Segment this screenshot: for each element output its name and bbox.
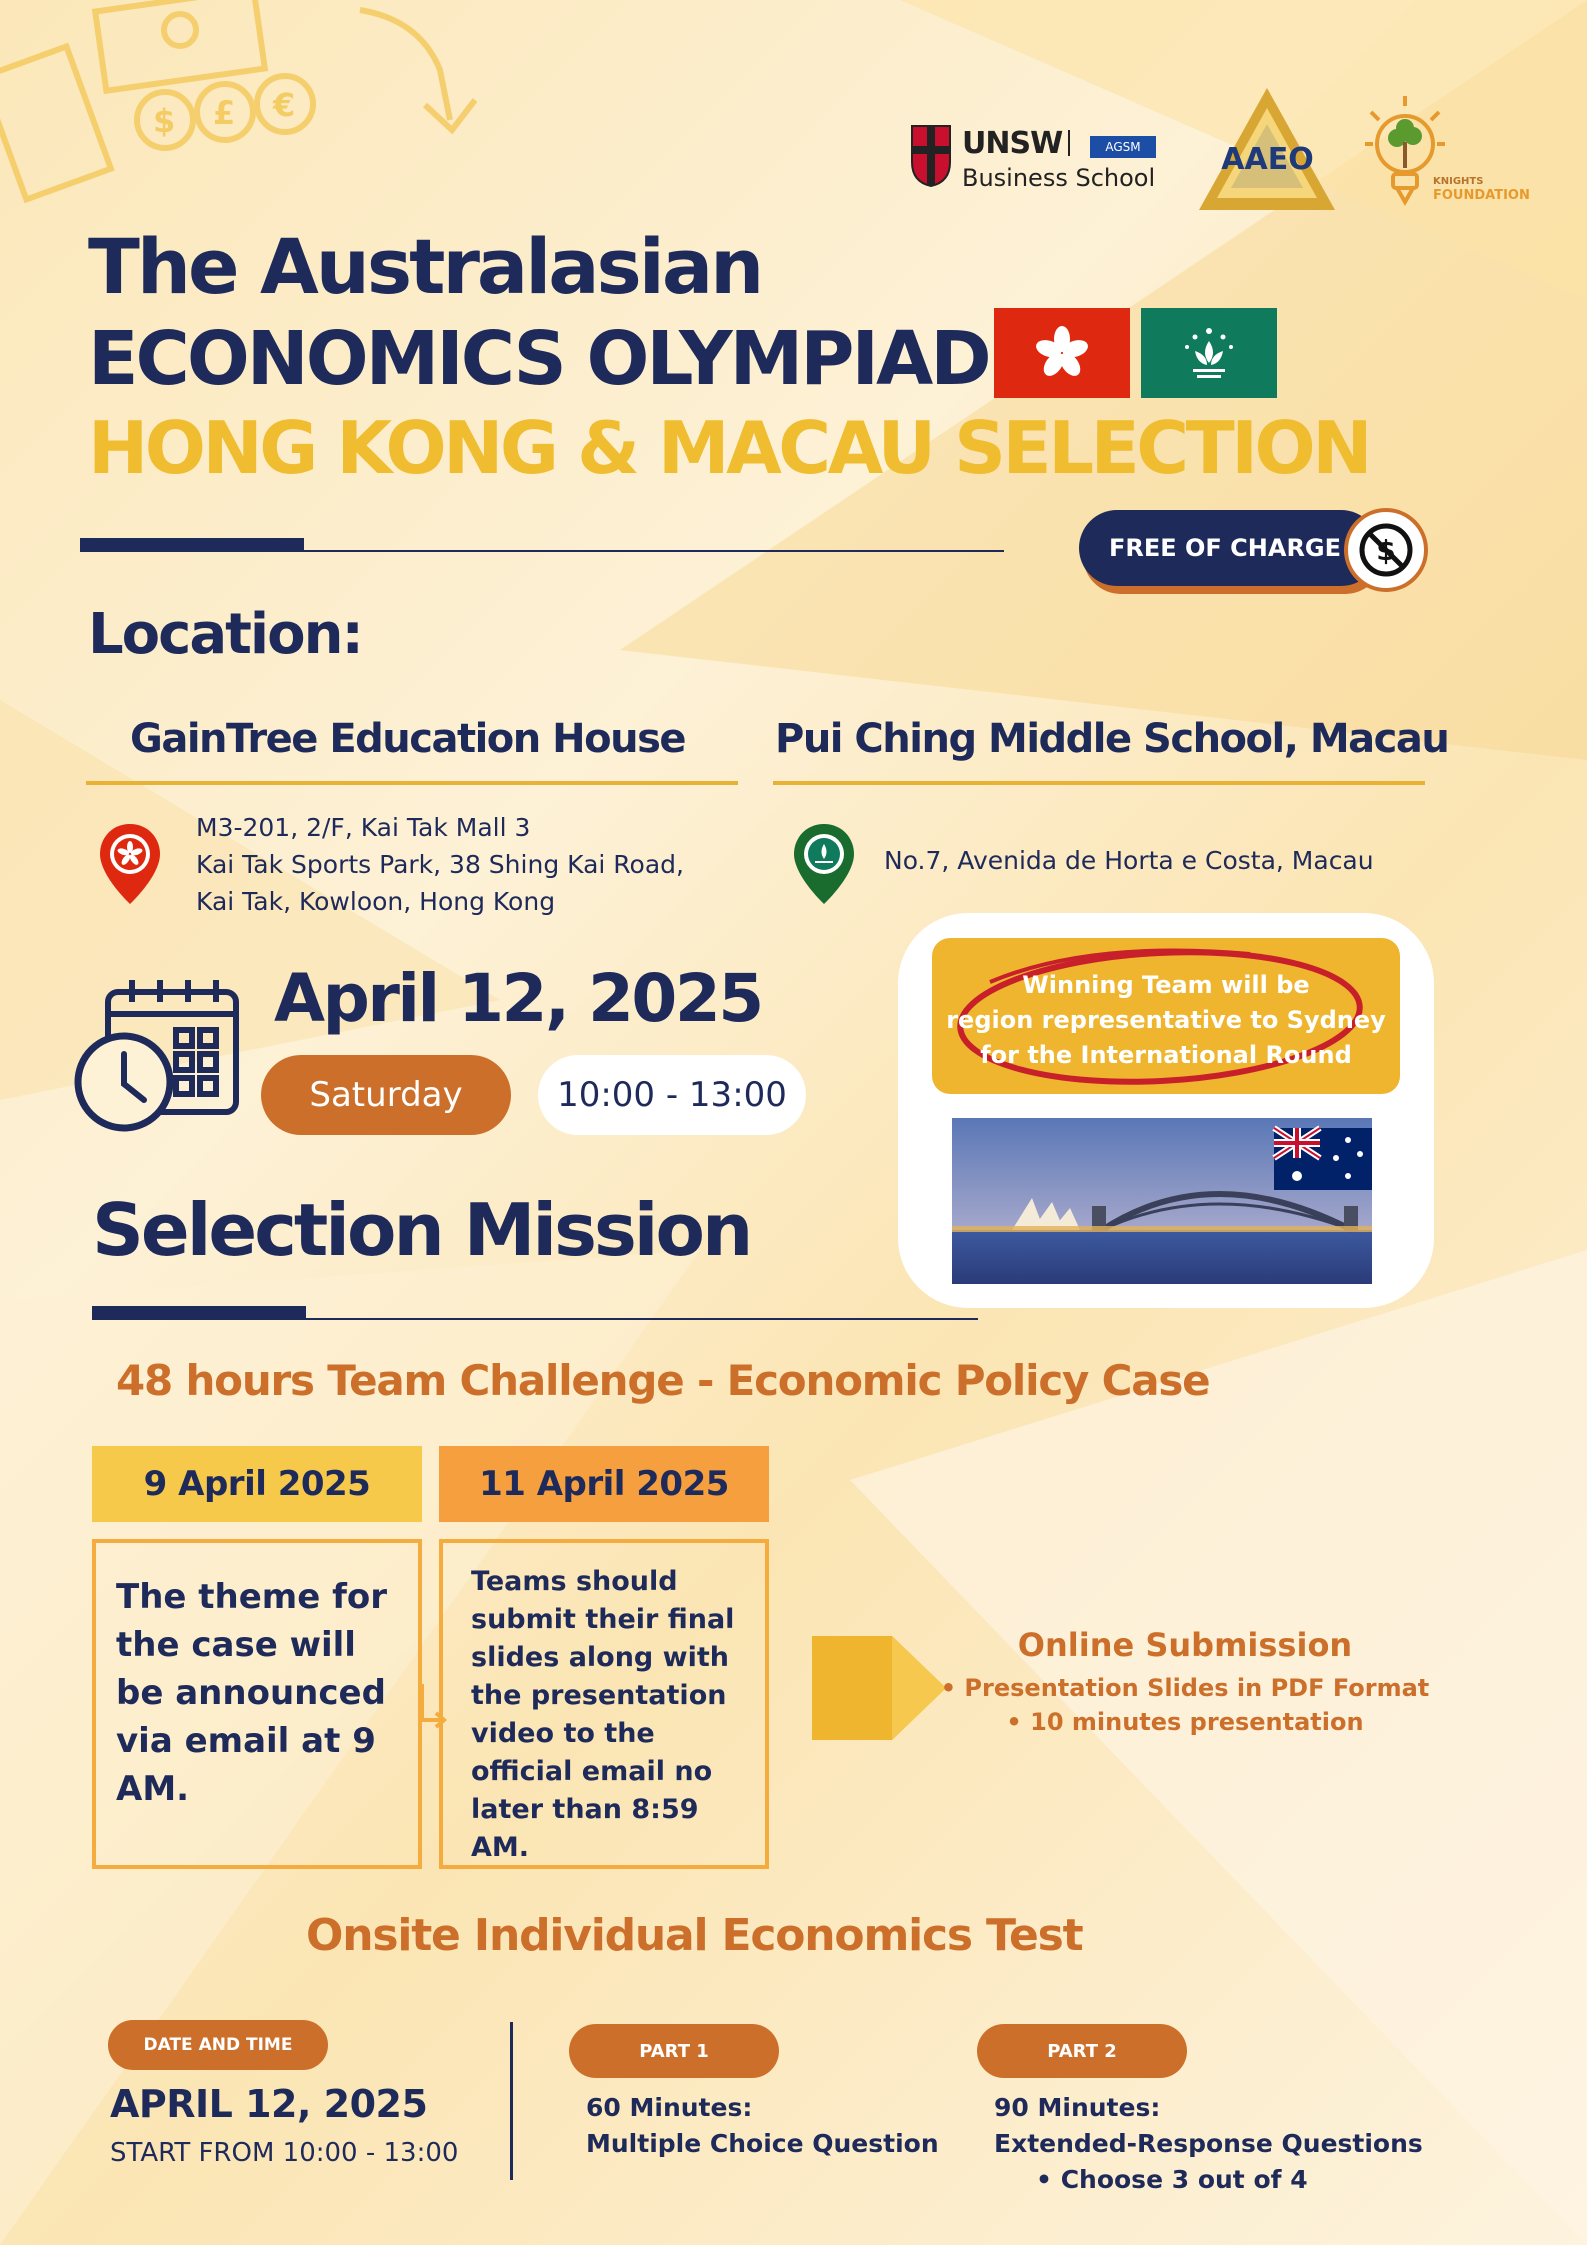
part2-line2: Extended-Response Questions [994,2129,1423,2158]
venue-hk-underline [86,781,738,785]
part2-bullet: • Choose 3 out of 4 [1036,2162,1423,2198]
unsw-subtitle: Business School [962,164,1156,192]
event-date: April 12, 2025 [274,960,762,1037]
winning-line: Winning Team will be [1022,971,1310,999]
no-dollar-icon [1344,508,1428,592]
address-line: M3-201, 2/F, Kai Tak Mall 3 [196,813,531,842]
mission-rule-thick [92,1306,306,1320]
address-line: Kai Tak, Kowloon, Hong Kong [196,887,556,916]
part2-details [994,2090,1423,2198]
online-item: • 10 minutes presentation [940,1705,1430,1739]
aaeo-logo [1195,82,1340,217]
step2-date-header [439,1446,769,1522]
address-line: Kai Tak Sports Park, 38 Shing Kai Road, [196,850,684,879]
agsm-badge: AGSM [1090,136,1156,158]
knights-line2: FOUNDATION [1433,188,1530,203]
mission-rule-thin [306,1318,978,1320]
title-rule-thin [304,550,1004,552]
part1-line2: Multiple Choice Question [586,2129,939,2158]
address-line: No.7, Avenida de Horta e Costa, Macau [884,846,1374,875]
title-line3: HONG KONG & MACAU SELECTION [88,406,1369,490]
venue-hk-address [196,809,684,920]
free-of-charge-badge [1079,510,1431,594]
part2-line1: 90 Minutes: [994,2093,1161,2122]
part1-label: PART 1 [639,2040,709,2062]
part1-label-pill [569,2024,779,2078]
winning-text [932,968,1400,1073]
free-badge-pill [1079,510,1379,586]
mission-heading: Selection Mission [92,1188,751,1272]
macau-flag [1141,308,1277,398]
step2-text: Teams should submit their final slides along with the presentation video to the official email no later than 8:59 AM. [471,1566,735,1863]
test-divider [510,2022,513,2180]
part2-label: PART 2 [1047,2040,1117,2062]
online-submission-title: Online Submission [1017,1626,1353,1664]
venue-hk-name: GainTree Education House [130,716,686,762]
part1-details [586,2090,939,2162]
winning-line: for the International Round [980,1041,1352,1069]
step2-date: 11 April 2025 [479,1464,729,1504]
location-heading: Location: [88,602,362,667]
event-day-pill [261,1055,511,1135]
part2-bullets [994,2162,1423,2198]
date-time-label-pill [108,2020,328,2070]
unsw-name: UNSW [962,126,1063,161]
winning-line: region representative to Sydney [946,1006,1386,1034]
test-date-sub: START FROM 10:00 - 13:00 [110,2138,459,2168]
title-rule-thick [80,538,304,552]
arrow-right-icon [812,1636,952,1740]
venue-macau-address [884,842,1374,879]
unsw-crest-icon [910,124,952,188]
lotus-icon [1179,325,1239,381]
money-icon [0,0,520,230]
calendar-clock-icon [72,978,242,1138]
knights-logo [1365,92,1530,212]
date-time-label: DATE AND TIME [143,2035,293,2055]
test-heading: Onsite Individual Economics Test [306,1910,1083,1961]
hong-kong-flag [994,308,1130,398]
step1-date: 9 April 2025 [143,1464,371,1504]
svg-text:£: £ [213,94,236,132]
knights-line1: KNIGHTS [1433,176,1484,187]
test-date: APRIL 12, 2025 [110,2082,428,2126]
part1-line1: 60 Minutes: [586,2093,753,2122]
sydney-harbour-photo [952,1118,1372,1284]
event-time-pill [538,1055,806,1135]
unsw-logo [910,122,1160,194]
step1-text: The theme for the case will be announced via email at 9 AM. [116,1577,388,1809]
free-badge-text: FREE OF CHARGE [1109,534,1342,562]
part2-label-pill [977,2024,1187,2078]
event-time: 10:00 - 13:00 [557,1075,787,1115]
title-line2: ECONOMICS OLYMPIAD [88,316,989,402]
hk-map-pin-icon [98,822,162,906]
online-item: • Presentation Slides in PDF Format [940,1671,1430,1705]
step1-box [92,1539,422,1869]
event-day: Saturday [309,1075,463,1115]
step2-box [439,1539,769,1869]
title-line1: The Australasian [88,222,762,311]
online-submission-list [940,1671,1430,1739]
svg-text:€: € [273,86,296,124]
aaeo-text: AAEO [1221,142,1314,177]
unsw-divider [1068,130,1070,156]
step1-date-header [92,1446,422,1522]
venue-macau-underline [773,781,1425,785]
bauhinia-icon [1034,325,1090,381]
svg-text:$: $ [1376,534,1396,567]
australia-flag [1274,1128,1372,1190]
mission-subheading: 48 hours Team Challenge - Economic Policy Case [116,1356,1210,1405]
svg-text:$: $ [153,102,176,140]
venue-macau-name: Pui Ching Middle School, Macau [775,716,1449,762]
macau-map-pin-icon [792,822,856,906]
